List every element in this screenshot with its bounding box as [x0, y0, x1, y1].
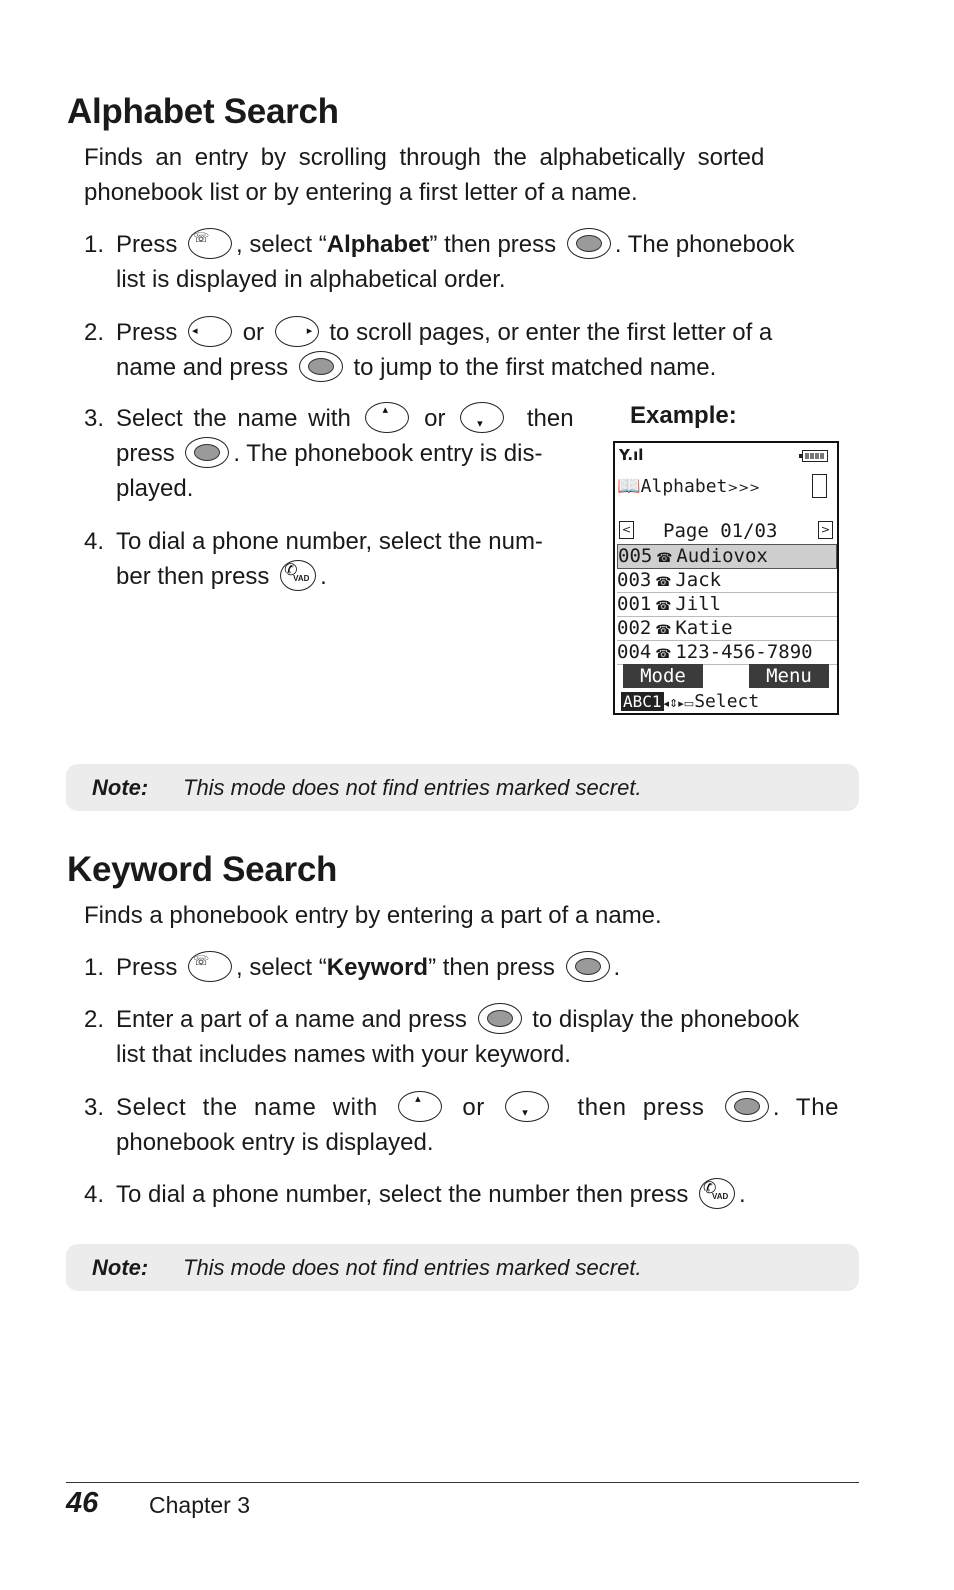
- note-label: Note:: [92, 1255, 149, 1280]
- entry-id: 004: [617, 641, 652, 663]
- signal-strength-icon: Y.ıl: [619, 446, 644, 464]
- step-text: to display the phonebook: [532, 1006, 800, 1033]
- step-text: Select the name with: [116, 405, 351, 432]
- entry-name: Audiovox: [676, 545, 768, 567]
- step-number: 3.: [84, 1094, 105, 1121]
- step-number: 1.: [84, 231, 105, 258]
- step-text: phonebook entry is displayed.: [116, 1129, 434, 1156]
- step-text: list that includes names with your keyword.: [116, 1041, 571, 1068]
- softkey-menu: Menu: [749, 664, 829, 688]
- page-right-icon: >: [818, 521, 833, 539]
- phonebook-icon: 📖: [617, 475, 641, 497]
- center-select-key-icon: [567, 228, 611, 259]
- phone-entry-icon: ☎: [656, 551, 673, 566]
- right-arrow-key-icon: ▸: [275, 316, 319, 347]
- step-number: 4.: [84, 528, 105, 555]
- step-text: . The: [772, 1094, 840, 1121]
- phone-entry-icon: ☎: [655, 647, 672, 662]
- step-text: list is displayed in alphabetical order.: [116, 266, 506, 293]
- phonebook-row[interactable]: [617, 544, 837, 569]
- phone-entry-icon: ☎: [655, 623, 672, 638]
- left-arrow-key-icon: ◂: [188, 316, 232, 347]
- alphabet-intro-line1: Finds an entry by scrolling through the alphabetically sorted: [84, 144, 765, 171]
- center-select-key-icon: [725, 1091, 769, 1122]
- note-label: Note:: [92, 775, 149, 800]
- phone-title: Alphabet: [640, 476, 728, 497]
- step-text: or: [242, 319, 265, 346]
- phonebook-row[interactable]: [617, 593, 837, 617]
- step-text: . The phonebook: [614, 231, 795, 258]
- page-indicator: Page 01/03: [663, 520, 778, 542]
- section-heading-keyword-search: Keyword Search: [67, 850, 338, 889]
- step-text: ” then press: [429, 231, 557, 258]
- step-text: . The phonebook entry is dis-: [233, 440, 543, 467]
- entry-name: Jack: [675, 569, 722, 591]
- step-text: .: [739, 1181, 746, 1208]
- alphabet-step-2: [84, 315, 844, 385]
- step-text: played.: [116, 475, 194, 502]
- center-select-key-icon: [478, 1003, 522, 1034]
- phone-entry-icon: ☎: [655, 599, 672, 614]
- vad-label: VAD: [293, 574, 310, 583]
- step-text: then: [526, 405, 574, 432]
- note-box-keyword: [66, 1244, 859, 1291]
- keyword-step-1: [84, 950, 844, 985]
- step-text: To dial a phone number, select the num-: [116, 528, 543, 555]
- step-text: ” then press: [428, 954, 555, 981]
- keyword-step-4: [84, 1177, 844, 1212]
- step-text: .: [320, 563, 327, 590]
- note-text: This mode does not find entries marked secret.: [183, 775, 642, 800]
- alphabet-intro-line2: phonebook list or by entering a first letter of a name.: [84, 179, 638, 206]
- section-heading-alphabet-search: Alphabet Search: [67, 92, 339, 131]
- step-text: , select “: [236, 954, 327, 981]
- step-number: 2.: [84, 1006, 105, 1033]
- entry-name: Katie: [675, 617, 733, 639]
- step-text: then press: [577, 1094, 705, 1121]
- phonebook-row[interactable]: [617, 617, 837, 641]
- step-keyword-keyword: Keyword: [326, 954, 429, 981]
- center-select-key-icon: [185, 437, 229, 468]
- step-text: Press: [116, 319, 178, 346]
- phone-titlebar: [617, 474, 760, 497]
- down-arrow-key-icon: ▾: [460, 402, 504, 433]
- phone-pager: [615, 518, 837, 544]
- entry-id: 003: [617, 569, 652, 591]
- step-text: Press: [116, 954, 178, 981]
- center-select-key-icon: [566, 951, 610, 982]
- entry-name: 123-456-7890: [675, 641, 813, 663]
- keyword-intro: Finds a phonebook entry by entering a part of a name.: [84, 902, 662, 929]
- step-keyword-alphabet: Alphabet: [326, 231, 430, 258]
- entry-id: 002: [617, 617, 652, 639]
- vad-label: VAD: [712, 1192, 729, 1201]
- talk-vad-key-icon: ✆ VAD: [280, 560, 316, 591]
- chapter-label: Chapter 3: [149, 1492, 251, 1518]
- keyword-step-2: [84, 1002, 844, 1072]
- entry-id: 005: [618, 545, 653, 567]
- entry-id: 001: [617, 593, 652, 615]
- step-number: 4.: [84, 1181, 105, 1208]
- up-arrow-key-icon: ▴: [365, 402, 409, 433]
- alphabet-step-4: [84, 524, 594, 594]
- softkey-mode: Mode: [623, 664, 703, 688]
- phonebook-list: [617, 544, 837, 665]
- step-text: Press: [116, 231, 178, 258]
- menu-key-icon: ☏: [188, 951, 232, 982]
- up-arrow-key-icon: ▴: [398, 1091, 442, 1122]
- phonebook-row[interactable]: [617, 641, 837, 665]
- example-label: Example:: [630, 402, 737, 429]
- phone-bottombar: [621, 691, 759, 712]
- step-text: name and press: [116, 354, 289, 381]
- select-label: Select: [694, 691, 760, 712]
- phonebook-row[interactable]: [617, 569, 837, 593]
- step-text: .: [613, 954, 621, 981]
- page-left-icon: <: [619, 521, 634, 539]
- down-arrow-key-icon: ▾: [505, 1091, 549, 1122]
- entry-name: Jill: [675, 593, 722, 615]
- phone-softkeys: [615, 663, 837, 689]
- step-text: Select the name with: [116, 1094, 378, 1121]
- step-number: 3.: [84, 405, 105, 432]
- step-number: 1.: [84, 954, 105, 981]
- step-text: ber then press: [116, 563, 270, 590]
- page-number: 46: [66, 1487, 99, 1519]
- note-text: This mode does not find entries marked secret.: [183, 1255, 642, 1280]
- step-text: to scroll pages, or enter the first letter of a: [329, 319, 773, 346]
- keyword-step-3: [84, 1090, 844, 1160]
- alphabet-step-1: [84, 227, 844, 297]
- step-text: or: [424, 405, 446, 432]
- note-box-alphabet: [66, 764, 859, 811]
- scroll-indicator: [812, 474, 827, 498]
- menu-key-icon: ☏: [188, 228, 232, 259]
- battery-icon: [802, 450, 828, 462]
- step-text: , select “: [236, 231, 327, 258]
- talk-vad-key-icon: ✆ VAD: [699, 1178, 735, 1209]
- step-text: To dial a phone number, select the number then press: [116, 1181, 689, 1208]
- step-text: Enter a part of a name and press: [116, 1006, 467, 1033]
- nav-keys-icon: ◂⇕▸▭: [663, 697, 695, 710]
- alphabet-step-3: [84, 401, 594, 507]
- step-text: press: [116, 440, 175, 467]
- center-select-key-icon: [299, 351, 343, 382]
- footer-rule: [66, 1482, 859, 1483]
- input-mode-badge: ABC1: [623, 692, 662, 711]
- phone-title-arrows: >>>: [727, 481, 761, 496]
- step-number: 2.: [84, 319, 105, 346]
- step-text: or: [462, 1094, 485, 1121]
- phone-screen-example: [613, 441, 839, 715]
- step-text: to jump to the first matched name.: [353, 354, 717, 381]
- phone-entry-icon: ☎: [655, 575, 672, 590]
